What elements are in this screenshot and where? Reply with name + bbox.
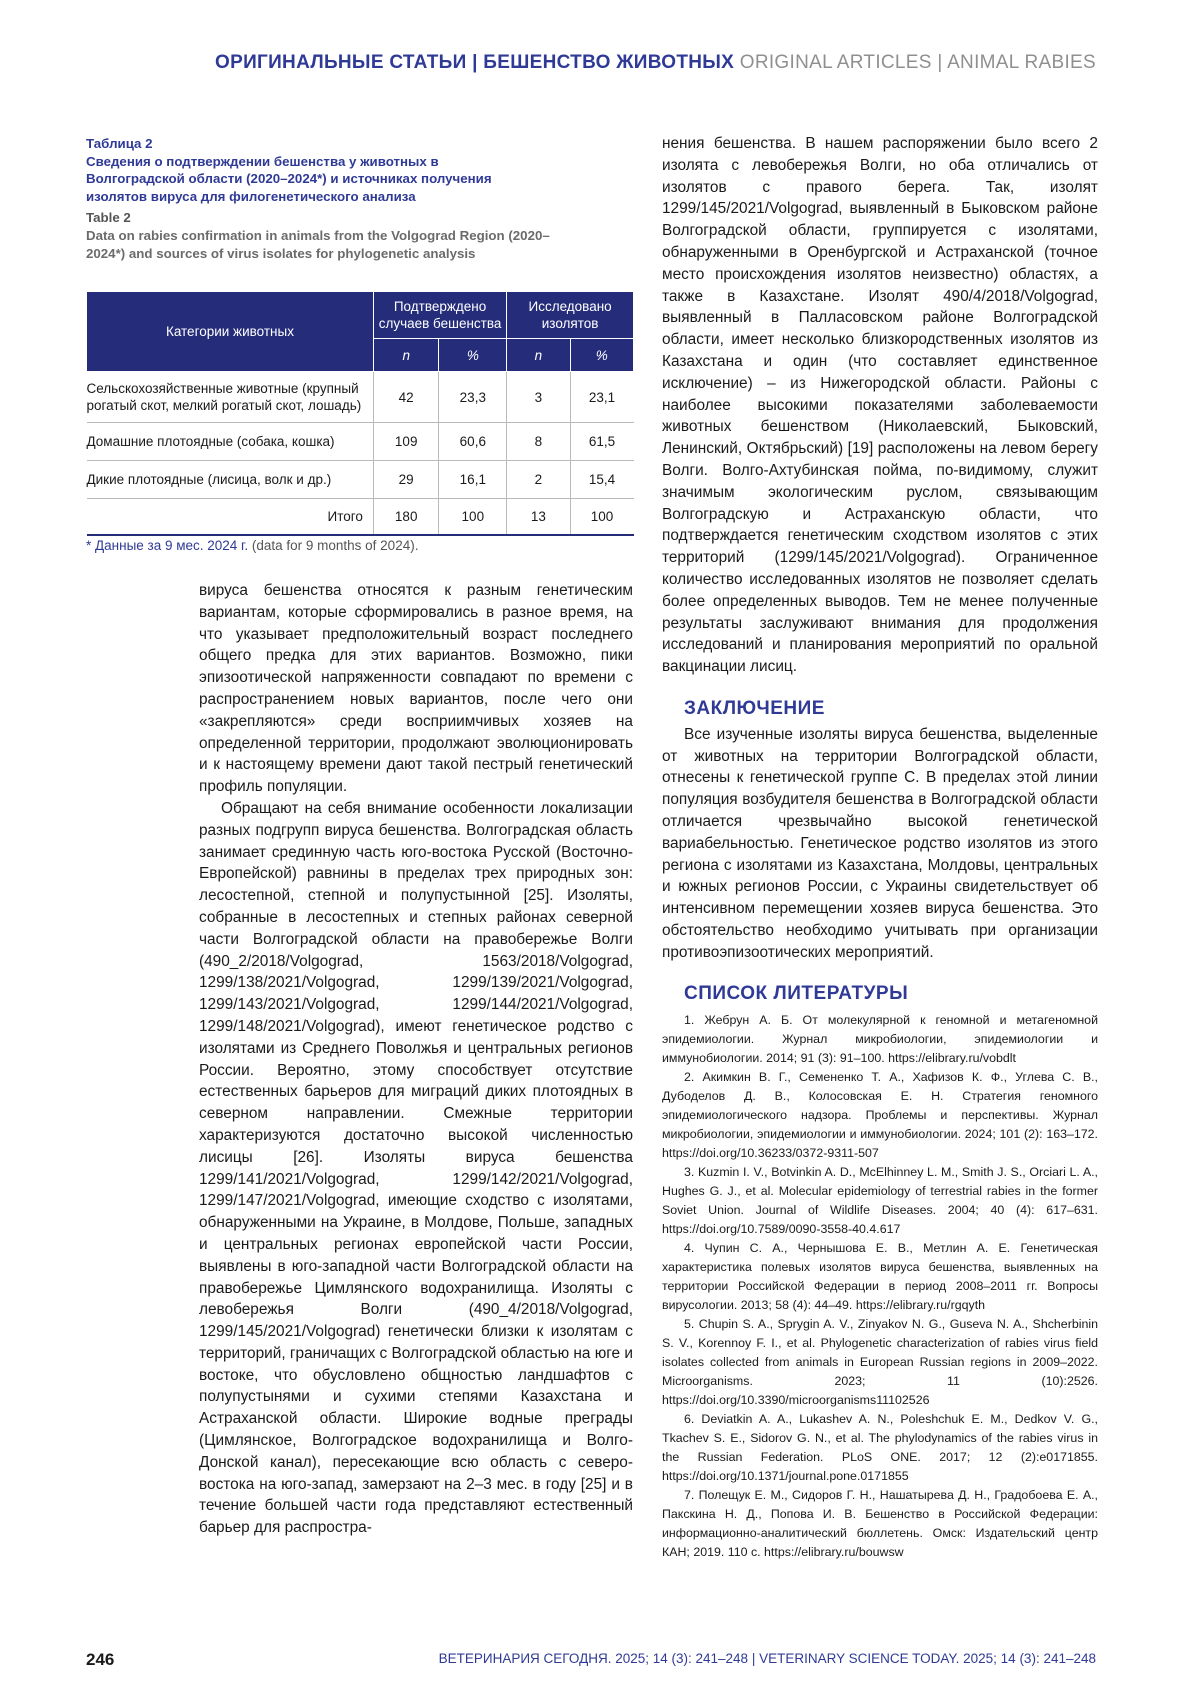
reference-item: 3. Kuzmin I. V., Botvinkin A. D., McElhinney L. M., Smith J. S., Orciari L. A., Hughes G. J., et al. Molecular epidemiology of terrestrial rabies in the former Soviet Union. Journal of Wildlife Diseases. 2004; 40 (4): 617–631. https://doi.org/10.7589/0090-3558-40.4.617 xyxy=(662,1165,1098,1237)
cell-confirmed-pct: 23,3 xyxy=(439,372,507,423)
reference-list xyxy=(662,1011,1098,1562)
reference-item: 4. Чупин С. А., Чернышова Е. В., Метлин А. Е. Генетическая характеристика полевых изолятов вируса бешенства, выявленных на территории Российской Федерации в период 2008–2011 гг. Вопросы вирусологии. 2013; 58 (4): 44–49. https://elibrary.ru/rgqyth xyxy=(662,1241,1098,1313)
cell-confirmed-n: 109 xyxy=(373,423,439,461)
table-row xyxy=(87,372,634,423)
table-label-ru: Таблица 2 xyxy=(86,136,153,151)
table-title-en: Data on rabies confirmation in animals from the Volgograd Region (2020–2024*) and sources of virus isolates for phylogenetic analysis xyxy=(86,227,550,261)
table-title-ru: Сведения о подтверждении бешенства у животных в Волгоградской области (2020–2024*) и источниках получения изолятов вируса для филогенетического анализа xyxy=(86,153,492,204)
journal-footer: ВЕТЕРИНАРИЯ СЕГОДНЯ. 2025; 14 (3): 241–248 | VETERINARY SCIENCE TODAY. 2025; 14 (3): 241–248 xyxy=(438,1651,1096,1666)
table-caption xyxy=(86,135,646,262)
cell-confirmed-pct: 60,6 xyxy=(439,423,507,461)
row-label: Домашние плотоядные (собака, кошка) xyxy=(87,423,374,461)
table-row xyxy=(87,423,634,461)
table-subheader-n: n xyxy=(373,339,439,372)
cell-studied-pct: 61,5 xyxy=(570,423,633,461)
cell-confirmed-pct: 16,1 xyxy=(439,461,507,499)
table-footnote xyxy=(86,538,418,553)
total-confirmed-n: 180 xyxy=(373,499,439,536)
table-header-studied: Исследовано изолятов xyxy=(507,292,634,339)
paragraph: нения бешенства. В нашем распоряжении было всего 2 изолята с левобережья Волги, но оба отличались от изолятов с правого берега. Так, изолят 1299/145/2021/Volgograd, выявленный в Быковском районе Волгоградской области, группируется с изолятами, обнаруженными в Оренбургской и Астраханской (точное место происхождения изолятов неизвестно) областях, а также в Казахстане. Изолят 490/4/2018/Volgograd, выявленный в Палласовском районе Волгоградской области, имеет несколько близкородственных изолятов из Казахстана и один (что составляет единственное исключение) – из Нижегородской области. Районы с наиболее высокими показателями заболеваемости животных бешенством (Николаевский, Быковский, Ленинский, Октябрьский) [19] расположены на левом берегу Волги. Волго-Ахтубинская пойма, по-видимому, служит значимым экологическим руслом, связывающим Волгоградскую и Астраханскую области, что подтверждается генетическим сходством изолятов с этих территорий (1299/145/2021/Volgograd). Ограниченное количество исследованных изолятов не позволяет сделать более определенных выводов. Тем не менее полученные результаты заслуживают внимания для продолжения исследований и планирования мероприятий по оральной вакцинации лисиц. xyxy=(662,135,1098,676)
cell-confirmed-n: 42 xyxy=(373,372,439,423)
data-table xyxy=(86,291,634,536)
table-header-category: Категории животных xyxy=(87,292,374,372)
row-label: Дикие плотоядные (лисица, волк и др.) xyxy=(87,461,374,499)
references-heading: СПИСОК ЛИТЕРАТУРЫ xyxy=(684,983,909,1005)
cell-studied-pct: 15,4 xyxy=(570,461,633,499)
total-label: Итого xyxy=(87,499,374,536)
conclusion-paragraph: Все изученные изоляты вируса бешенства, выделенные от животных на территории Волгоградской области, отнесены к генетической группе C. В пределах этой линии популяция возбудителя бешенства в Волгоградской области отличается чрезвычайно высокой генетической вариабельностью. Генетическое родство изолятов из этого региона с изолятами из Казахстана, Молдовы, центральных и южных регионов России, с Украины свидетельствует об интенсивном перемещении хозяев вируса бешенства. Это обстоятельство необходимо учитывать при организации противоэпизоотических мероприятий. xyxy=(662,725,1098,961)
running-header xyxy=(215,52,1096,74)
total-confirmed-pct: 100 xyxy=(439,499,507,536)
page-number: 246 xyxy=(86,1650,115,1669)
reference-item: 7. Полещук Е. М., Сидоров Г. Н., Нашатырева Д. Н., Градобоева Е. А., Пакскина Н. Д., Попова И. В. Бешенство в Российской Федерации: информационно-аналитический бюллетень. Омск: Издательский центр КАН; 2019. 110 с. https://elibrary.ru/bouwsw xyxy=(662,1488,1098,1560)
cell-studied-n: 2 xyxy=(507,461,570,499)
paragraph: вируса бешенства относятся к разным генетическим вариантам, которые сформировались в разное время, на что указывает предположительный возраст последнего общего предка для этих вариантов. Возможно, пики эпизоотической напряженности совпадают по времени с распространением новых вариантов, после чего они «закрепляются» среди восприимчивых хозяев на определенной территории, продолжают эволюционировать и к настоящему времени дают такой пестрый генетический профиль популяции. xyxy=(199,582,633,796)
cell-studied-pct: 23,1 xyxy=(570,372,633,423)
total-studied-n: 13 xyxy=(507,499,570,536)
cell-studied-n: 3 xyxy=(507,372,570,423)
reference-item: 6. Deviatkin A. A., Lukashev A. N., Poleshchuk E. M., Dedkov V. G., Tkachev S. E., Sidorov G. N., et al. The phylodynamics of the rabies virus in the Russian Federation. PLoS ONE. 2017; 12 (2):e0171855. https://doi.org/10.1371/journal.pone.0171855 xyxy=(662,1412,1098,1484)
paragraph: Обращают на себя внимание особенности локализации разных подгрупп вируса бешенства. Волгоградская область занимает срединную часть юго-востока Русской (Восточно-Европейской) равнины в пределах трех природных зон: лесостепной, степной и полупустынной [25]. Изоляты, собранные в лесостепных и степных районах северной части Волгоградской области на правобережье Волги (490_2/2018/Volgograd, 1563/2018/Volgograd, 1299/138/2021/Volgograd, 1299/139/2021/Volgograd, 1299/143/2021/Volgograd, 1299/144/2021/Volgograd, 1299/148/2021/Volgograd), имеют генетическое родство с изолятами из Среднего Поволжья и центральных регионов России. Вероятно, этому способствует отсутствие естественных барьеров для миграций диких плотоядных в северном направлении. Смежные территории характеризуются достаточно высокой численностью лисицы [26]. Изоляты вируса бешенства 1299/141/2021/Volgograd, 1299/142/2021/Volgograd, 1299/147/2021/Volgograd, имеющие сходство с изолятами, обнаруженными на Украине, в Молдове, Польше, западных и центральных регионах европейской части России, выявлены в юго-западной части Волгоградской области на правобережье Цимлянского водохранилища. Изоляты с левобережья Волги (490_4/2018/Volgograd, 1299/145/2021/Volgograd) генетически близки к изолятам с территорий, граничащих с Волгоградской областью на юге и востоке, что обусловлено общностью ландшафтов с полупустынями и сухими степями Казахстана и Астраханской области. Широкие водные преграды (Цимлянское, Волгоградское водохранилища и Волго-Донской канал), пересекающие всю область с северо-востока на юго-запад, замерзают на 2–3 мес. в году [25] и в течение большей части года представляют естественный барьер для распростра- xyxy=(199,799,633,1537)
reference-item: 5. Chupin S. A., Sprygin A. V., Zinyakov N. G., Guseva N. A., Shcherbinin S. V., Korennoy F. I., et al. Phylogenetic characterization of rabies virus field isolates collected from animals in European Russian regions in 2009–2022. Microorganisms. 2023; 11 (10):2526. https://doi.org/10.3390/microorganisms11102526 xyxy=(662,1317,1098,1408)
table-label-en: Table 2 xyxy=(86,210,131,226)
right-column xyxy=(662,133,1098,1562)
total-studied-pct: 100 xyxy=(570,499,633,536)
left-column xyxy=(199,580,633,1539)
table-subheader-n: n xyxy=(507,339,570,372)
running-header-en: ORIGINAL ARTICLES | ANIMAL RABIES xyxy=(739,52,1096,73)
footnote-ru: * Данные за 9 мес. 2024 г. xyxy=(86,538,249,553)
conclusion-heading: ЗАКЛЮЧЕНИЕ xyxy=(684,697,825,719)
cell-studied-n: 8 xyxy=(507,423,570,461)
table-row xyxy=(87,461,634,499)
table-total-row xyxy=(87,499,634,536)
footnote-en: (data for 9 months of 2024). xyxy=(251,538,419,553)
table-subheader-pct: % xyxy=(439,339,507,372)
table-header-confirmed: Подтверждено случаев бешенства xyxy=(373,292,506,339)
row-label: Сельскохозяйственные животные (крупный рогатый скот, мелкий рогатый скот, лошадь) xyxy=(87,372,374,423)
cell-confirmed-n: 29 xyxy=(373,461,439,499)
table-subheader-pct: % xyxy=(570,339,633,372)
reference-item: 2. Акимкин В. Г., Семененко Т. А., Хафизов К. Ф., Углева С. В., Дубоделов Д. В., Колосовская Е. Н. Стратегия геномного эпидемиологического надзора. Проблемы и перспективы. Журнал микробиологии, эпидемиологии и иммунобиологии. 2024; 101 (2): 163–172. https://doi.org/10.36233/0372-9311-507 xyxy=(662,1070,1098,1161)
running-header-ru: ОРИГИНАЛЬНЫЕ СТАТЬИ | БЕШЕНСТВО ЖИВОТНЫХ xyxy=(215,52,735,73)
reference-item: 1. Жебрун А. Б. От молекулярной к геномной и метагеномной эпидемиологии. Журнал микробиологии, эпидемиологии и иммунобиологии. 2014; 91 (3): 91–100. https://elibrary.ru/vobdlt xyxy=(662,1013,1098,1066)
